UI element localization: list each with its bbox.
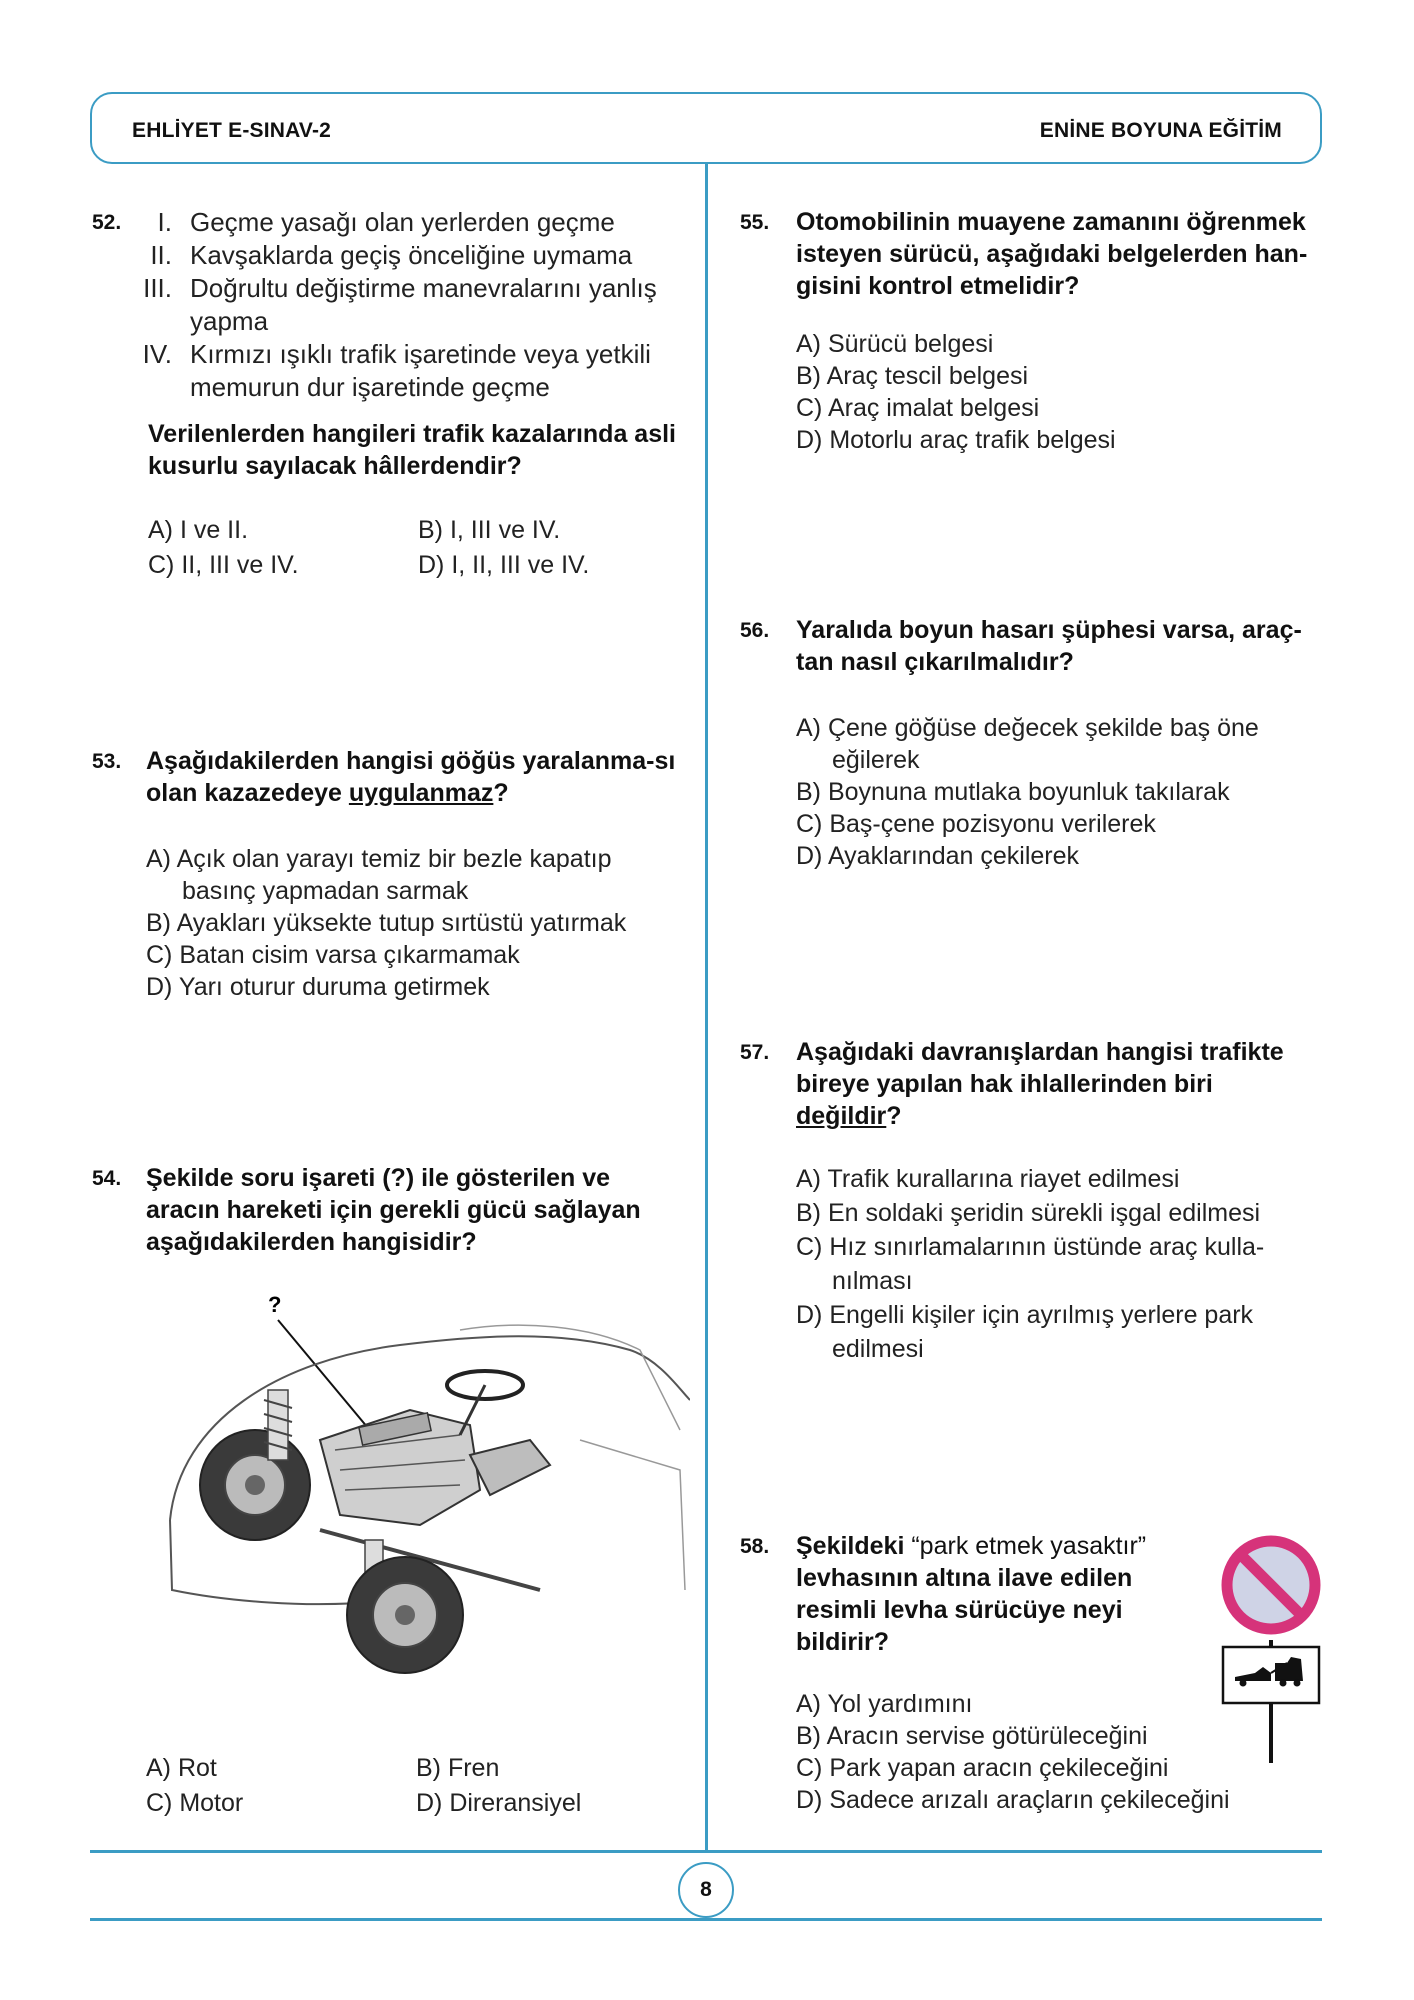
footer-top-line xyxy=(90,1850,1322,1853)
option-c[interactable]: C) Baş-çene pozisyonu verilerek xyxy=(796,810,1156,838)
option-a[interactable]: A) Trafik kurallarına riayet edilmesi xyxy=(796,1165,1180,1193)
option-c[interactable]: C) Hız sınırlamalarının üstünde araç kulla-nılması xyxy=(796,1233,1265,1295)
question-number: 53. xyxy=(92,750,122,773)
question-stem: Otomobilinin muayene zamanını öğrenmek isteyen sürücü, aşağıdaki belgelerden han-gisini kontrol etmelidir? xyxy=(796,208,1308,300)
option-d[interactable]: D) Engelli kişiler için ayrılmış yerlere park edilmesi xyxy=(796,1301,1254,1363)
question-stem: Şekilde soru işareti (?) ile gösterilen ve aracın hareketi için gerekli gücü sağlayan aşağıdakilerden hangisidir? xyxy=(146,1164,641,1256)
option-a[interactable]: A) Yol yardımını xyxy=(796,1690,973,1718)
footer-bottom-line xyxy=(90,1918,1322,1921)
list-item: II. Kavşaklarda geçiş önceliğine uymama xyxy=(150,240,633,270)
answer-options xyxy=(796,1162,1326,1366)
option-a[interactable]: A) Sürücü belgesi xyxy=(796,330,994,358)
answer-options xyxy=(796,328,1326,456)
roman-list xyxy=(142,206,704,404)
option-a[interactable]: A) I ve II. xyxy=(148,516,249,544)
option-a[interactable]: A) Çene göğüse değecek şekilde baş öne eğilerek xyxy=(796,714,1259,774)
question-stem: Yaralıda boyun hasarı şüphesi varsa, araç-tan nasıl çıkarılmalıdır? xyxy=(796,616,1302,676)
question-number: 56. xyxy=(740,619,770,642)
list-item: I. Geçme yasağı olan yerlerden geçme xyxy=(157,207,615,237)
question-number: 58. xyxy=(740,1535,770,1558)
option-b[interactable]: B) En soldaki şeridin sürekli işgal edilmesi xyxy=(796,1199,1261,1227)
car-engine-figure xyxy=(160,1290,690,1680)
question-stem: Aşağıdakilerden hangisi göğüs yaralanma-sı olan kazazedeye uygulanmaz? xyxy=(146,747,676,807)
page-number: 8 xyxy=(678,1862,734,1918)
column-divider xyxy=(705,164,708,1850)
answer-options xyxy=(796,712,1326,872)
option-c[interactable]: C) Park yapan aracın çekileceğini xyxy=(796,1754,1169,1782)
question-stem: Aşağıdaki davranışlardan hangisi trafikte bireye yapılan hak ihlallerinden biri değildir? xyxy=(796,1038,1284,1130)
figure-question-mark: ? xyxy=(268,1292,282,1317)
option-c[interactable]: C) Motor xyxy=(146,1789,244,1817)
q54-answer-options xyxy=(146,1752,616,1820)
answer-options xyxy=(146,843,686,1003)
option-b[interactable]: B) Ayakları yüksekte tutup sırtüstü yatırmak xyxy=(146,909,627,937)
question-number: 57. xyxy=(740,1041,770,1064)
question-number: 52. xyxy=(92,211,122,234)
option-d[interactable]: D) Ayaklarından çekilerek xyxy=(796,842,1080,870)
question-number: 55. xyxy=(740,211,770,234)
option-c[interactable]: C) II, III ve IV. xyxy=(148,551,299,579)
option-a[interactable]: A) Açık olan yarayı temiz bir bezle kapatıp basınç yapmadan sarmak xyxy=(146,845,612,905)
list-item: IV. Kırmızı ışıklı trafik işaretinde veya yetkili memurun dur işaretinde geçme xyxy=(142,339,651,402)
option-d[interactable]: D) Motorlu araç trafik belgesi xyxy=(796,426,1116,454)
option-d[interactable]: D) Sadece arızalı araçların çekileceğini xyxy=(796,1786,1230,1814)
publisher-title: ENİNE BOYUNA EĞİTİM xyxy=(1039,119,1282,142)
option-b[interactable]: B) Araç tescil belgesi xyxy=(796,362,1029,390)
option-d[interactable]: D) Direransiyel xyxy=(416,1789,582,1817)
option-c[interactable]: C) Araç imalat belgesi xyxy=(796,394,1040,422)
option-a[interactable]: A) Rot xyxy=(146,1754,217,1782)
option-c[interactable]: C) Batan cisim varsa çıkarmamak xyxy=(146,941,520,969)
question-stem: Verilenlerden hangileri trafik kazalarında asli kusurlu sayılacak hâllerdendir? xyxy=(148,420,677,480)
no-parking-tow-sign xyxy=(1215,1535,1325,1765)
option-d[interactable]: D) Yarı oturur duruma getirmek xyxy=(146,973,490,1001)
question-stem: Şekildeki “park etmek yasaktır” levhasının altına ilave edilen resimli levha sürücüye neyi bildirir? xyxy=(796,1532,1147,1656)
option-b[interactable]: B) I, III ve IV. xyxy=(418,516,561,544)
answer-options xyxy=(148,514,618,582)
exam-title: EHLİYET E-SINAV-2 xyxy=(132,119,332,142)
option-b[interactable]: B) Boynuna mutlaka boyunluk takılarak xyxy=(796,778,1230,806)
option-b[interactable]: B) Aracın servise götürüleceğini xyxy=(796,1722,1148,1750)
option-d[interactable]: D) I, II, III ve IV. xyxy=(418,551,590,579)
header-bar xyxy=(90,92,1322,164)
option-b[interactable]: B) Fren xyxy=(416,1754,500,1782)
question-number: 54. xyxy=(92,1167,122,1190)
list-item: III. Doğrultu değiştirme manevralarını yanlış yapma xyxy=(143,273,657,336)
